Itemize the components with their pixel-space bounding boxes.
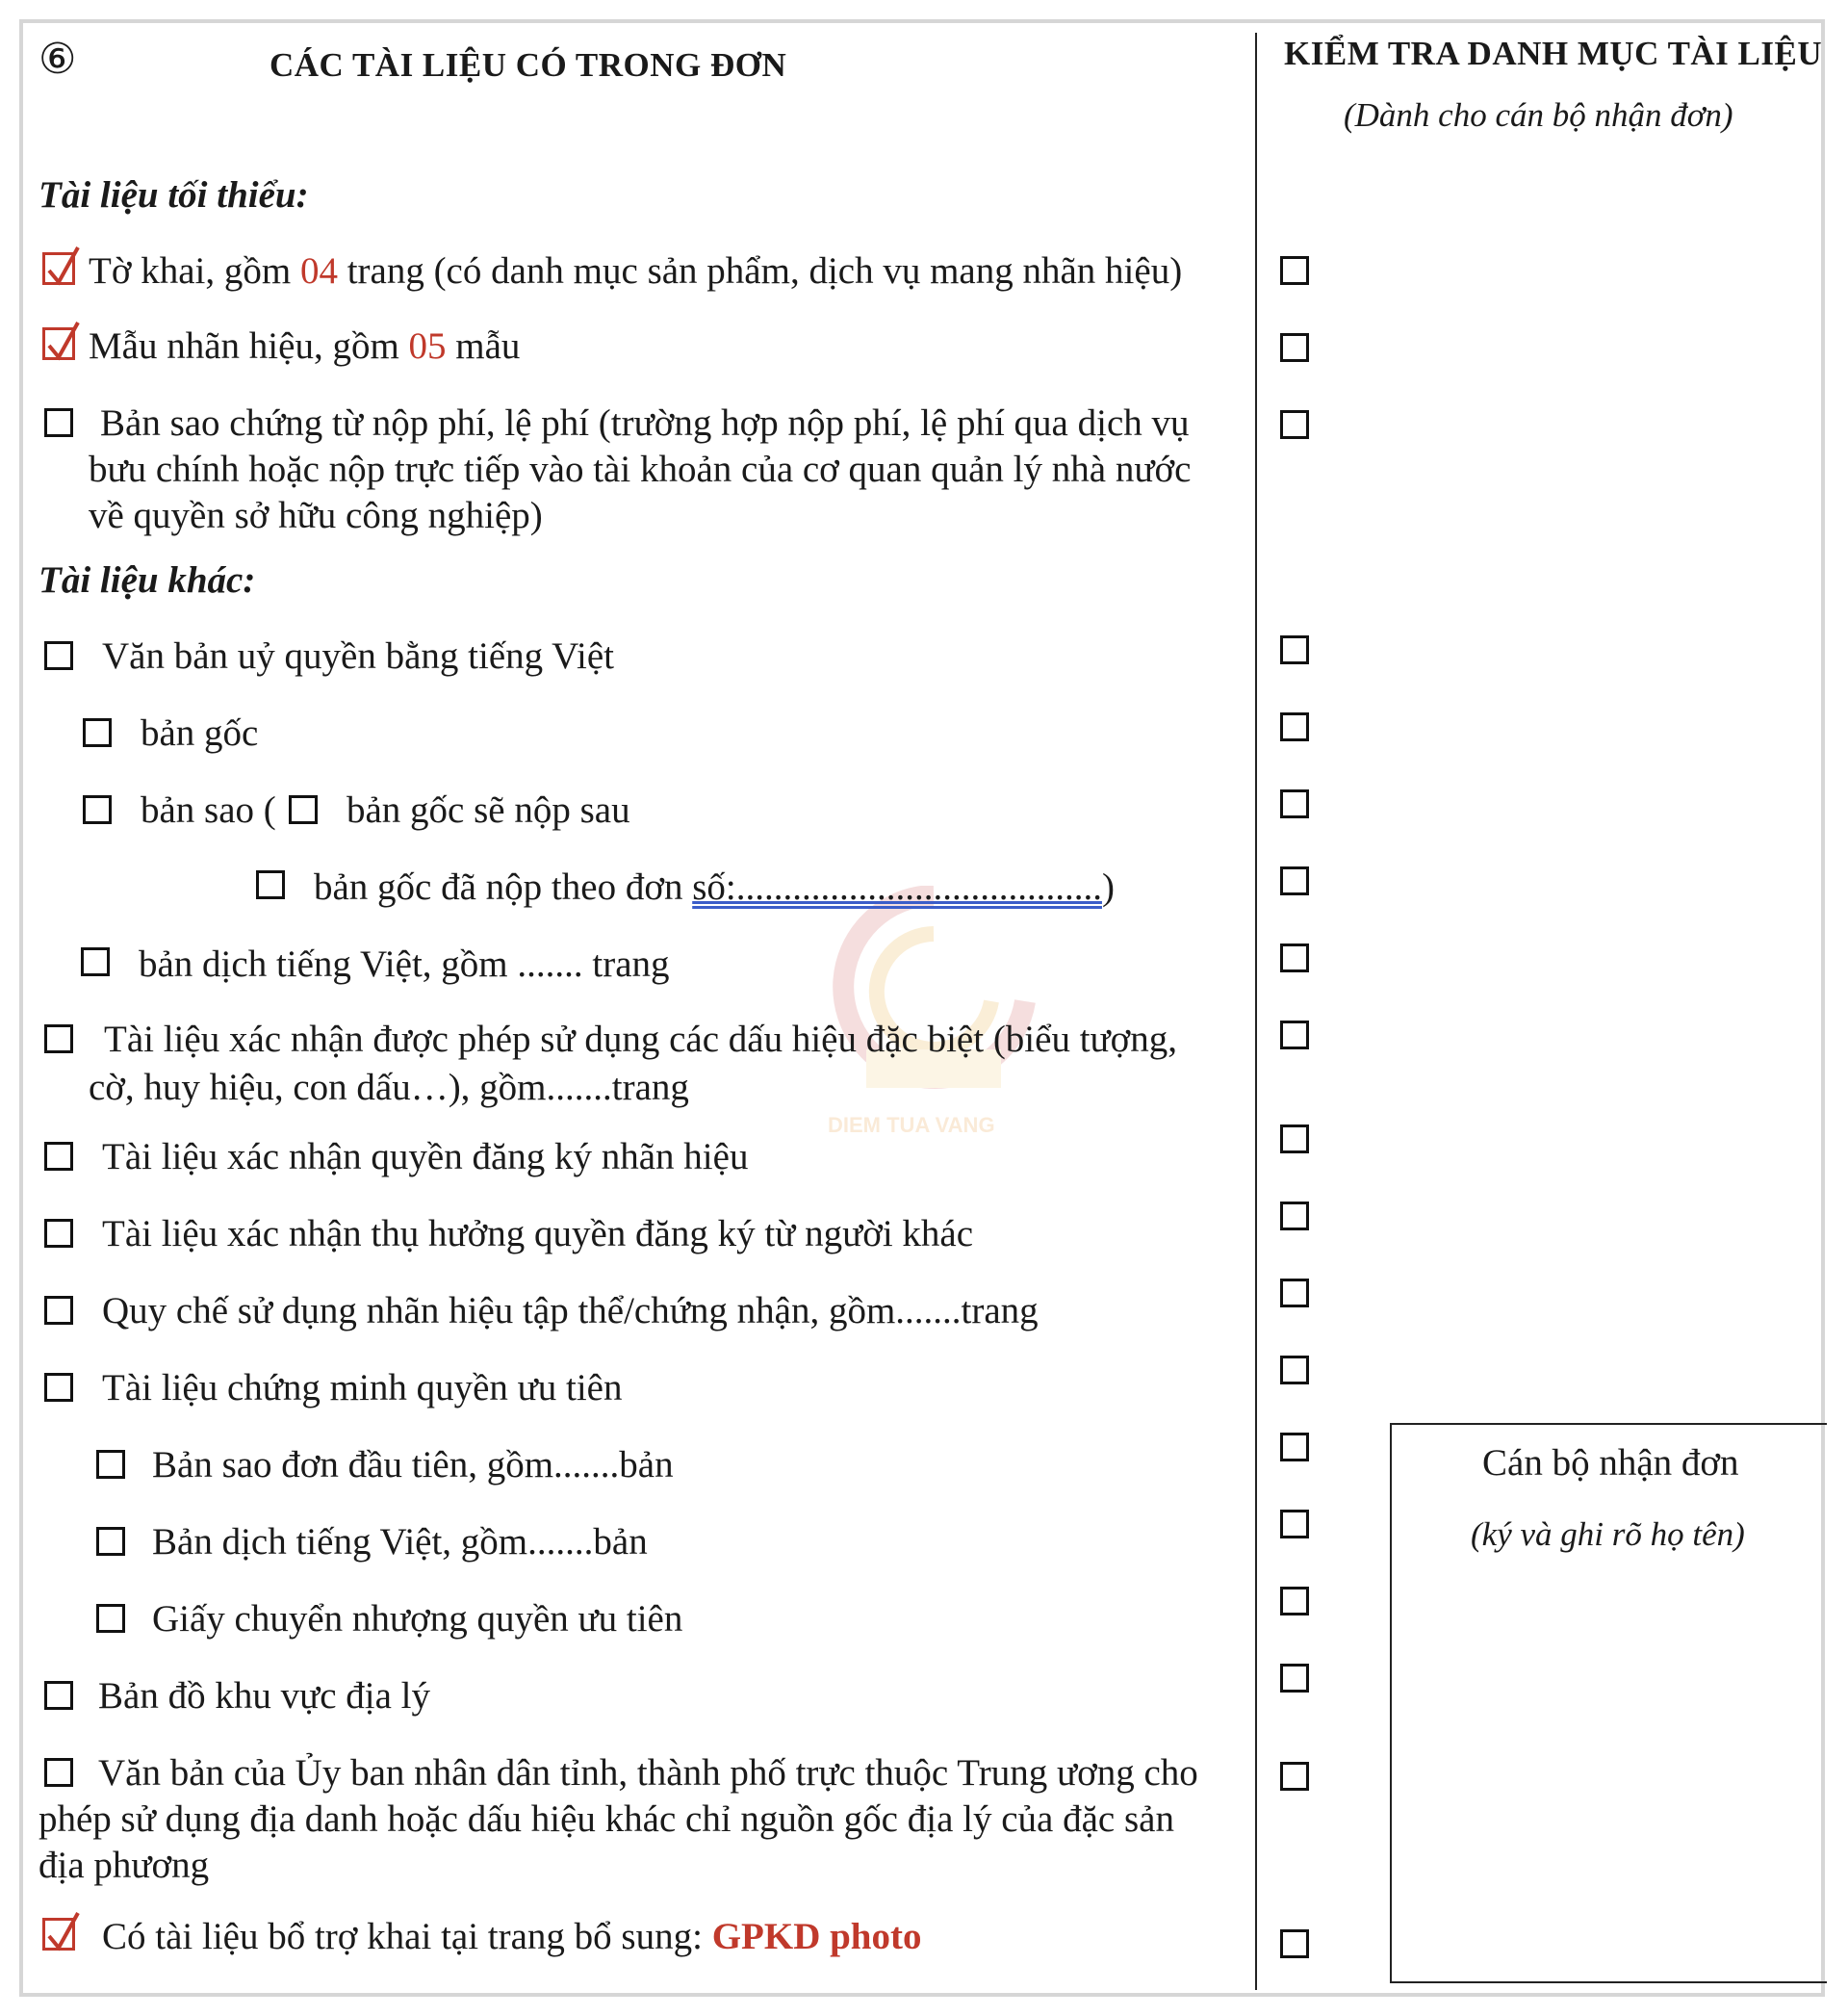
ban-sao-checkbox[interactable]	[83, 795, 112, 824]
signature-box[interactable]	[1390, 1423, 1827, 1983]
dau-hieu-dac-biet-line1: Tài liệu xác nhận được phép sử dụng các dấu hiệu đặc biệt (biểu tượng,	[104, 1019, 1178, 1060]
check-box-quy-che[interactable]	[1280, 1279, 1309, 1307]
signature-note: (ký và ghi rõ họ tên)	[1471, 1515, 1745, 1553]
check-box-ban-do[interactable]	[1280, 1664, 1309, 1693]
ban-goc-item: bản gốc	[141, 712, 259, 754]
bo-tro-value: GPKD photo	[711, 1916, 922, 1957]
ban-goc-checkbox[interactable]	[83, 718, 112, 747]
ban-sao-don-dau-item: Bản sao đơn đầu tiên, gồm.......bản	[152, 1444, 674, 1486]
check-box-ban-goc[interactable]	[1280, 712, 1309, 741]
quy-che-checkbox[interactable]	[44, 1296, 73, 1325]
check-box-chung-tu[interactable]	[1280, 410, 1309, 439]
to-khai-item: Tờ khai, gồm 04 trang (có danh mục sản phẩm, dịch vụ mang nhãn hiệu)	[89, 250, 1183, 292]
left-column-title: CÁC TÀI LIỆU CÓ TRONG ĐƠN	[270, 46, 787, 84]
ubnd-line1: Văn bản của Ủy ban nhân dân tỉnh, thành phố trực thuộc Trung ương cho	[98, 1752, 1198, 1794]
ban-dich-uu-tien-item: Bản dịch tiếng Việt, gồm.......bản	[152, 1521, 648, 1563]
check-box-bo-tro[interactable]	[1280, 1929, 1309, 1958]
check-box-ban-dich[interactable]	[1280, 943, 1309, 972]
uy-quyen-item: Văn bản uỷ quyền bằng tiếng Việt	[102, 635, 614, 677]
check-box-uy-quyen[interactable]	[1280, 635, 1309, 664]
check-box-ubnd[interactable]	[1280, 1762, 1309, 1791]
dau-hieu-dac-biet-line2: cờ, huy hiệu, con dấu…), gồm.......trang	[89, 1067, 689, 1108]
section-number: ⑥	[38, 36, 77, 83]
ban-goc-nop-sau-item: bản gốc sẽ nộp sau	[346, 789, 630, 831]
ban-sao-chung-tu-line2: bưu chính hoặc nộp trực tiếp vào tài khoản của cơ quan quản lý nhà nước	[89, 449, 1192, 490]
thu-huong-item: Tài liệu xác nhận thụ hưởng quyền đăng ký từ người khác	[102, 1213, 974, 1254]
ban-sao-chung-tu-checkbox[interactable]	[44, 408, 73, 437]
check-box-chuyen-nhuong[interactable]	[1280, 1587, 1309, 1615]
bo-tro-item: Có tài liệu bổ trợ khai tại trang bổ sung: GPKD photo	[102, 1916, 922, 1957]
mau-nhan-hieu-item: Mẫu nhãn hiệu, gồm 05 mẫu	[89, 325, 521, 367]
checkmark-icon	[43, 1909, 82, 1953]
watermark-text: DIEM TUA VANG	[828, 1113, 995, 1137]
checkmark-icon	[43, 319, 82, 363]
ban-dich-uu-tien-checkbox[interactable]	[96, 1527, 125, 1556]
quyen-dang-ky-item: Tài liệu xác nhận quyền đăng ký nhãn hiệu	[102, 1136, 749, 1177]
check-box-ban-sao[interactable]	[1280, 789, 1309, 818]
ban-goc-nop-sau-checkbox[interactable]	[289, 795, 318, 824]
checkmark-icon	[43, 244, 82, 288]
check-box-thu-huong[interactable]	[1280, 1202, 1309, 1230]
bo-tro-checkbox[interactable]	[42, 1918, 75, 1951]
don-so-field[interactable]: số:.......................................	[692, 866, 1102, 908]
check-box-quyen-dang-ky[interactable]	[1280, 1124, 1309, 1153]
signature-title: Cán bộ nhận đơn	[1482, 1442, 1739, 1484]
ubnd-checkbox[interactable]	[44, 1758, 73, 1787]
check-box-ban-sao-don-dau[interactable]	[1280, 1433, 1309, 1461]
ban-sao-chung-tu-line1: Bản sao chứng từ nộp phí, lệ phí (trường hợp nộp phí, lệ phí qua dịch vụ	[100, 402, 1190, 444]
check-box-uu-tien[interactable]	[1280, 1356, 1309, 1384]
chuyen-nhuong-checkbox[interactable]	[96, 1604, 125, 1633]
chuyen-nhuong-item: Giấy chuyển nhượng quyền ưu tiên	[152, 1598, 683, 1640]
dau-hieu-dac-biet-checkbox[interactable]	[44, 1024, 73, 1053]
ubnd-line2: phép sử dụng địa danh hoặc dấu hiệu khác chỉ nguồn gốc địa lý của đặc sản	[38, 1798, 1174, 1840]
check-box-to-khai[interactable]	[1280, 256, 1309, 285]
watermark-logo	[828, 886, 1040, 1136]
ban-sao-item: bản sao (	[141, 789, 276, 831]
ban-dich-checkbox[interactable]	[81, 947, 110, 976]
quy-che-item: Quy chế sử dụng nhãn hiệu tập thể/chứng nhận, gồm.......trang	[102, 1290, 1039, 1331]
ubnd-line3: địa phương	[38, 1845, 210, 1886]
ban-do-checkbox[interactable]	[44, 1681, 73, 1710]
column-divider	[1255, 33, 1257, 1990]
ban-sao-chung-tu-line3: về quyền sở hữu công nghiệp)	[89, 495, 543, 536]
other-docs-heading: Tài liệu khác:	[38, 559, 256, 601]
ban-goc-da-nop-item: bản gốc đã nộp theo đơn số:.......................................)	[314, 866, 1115, 908]
ban-do-item: Bản đồ khu vực địa lý	[98, 1675, 431, 1717]
check-box-dau-hieu[interactable]	[1280, 1021, 1309, 1049]
mau-nhan-hieu-checkbox[interactable]	[42, 327, 75, 360]
quyen-dang-ky-checkbox[interactable]	[44, 1142, 73, 1171]
uy-quyen-checkbox[interactable]	[44, 641, 73, 670]
ban-sao-don-dau-checkbox[interactable]	[96, 1450, 125, 1479]
ban-goc-da-nop-checkbox[interactable]	[256, 870, 285, 899]
ban-dich-item: bản dịch tiếng Việt, gồm ....... trang	[139, 943, 670, 985]
check-box-mau[interactable]	[1280, 333, 1309, 362]
minimum-docs-heading: Tài liệu tối thiểu:	[38, 174, 309, 216]
check-box-ban-goc-da-nop[interactable]	[1280, 866, 1309, 895]
right-column-title: KIỂM TRA DANH MỤC TÀI LIỆU	[1284, 35, 1823, 72]
to-khai-checkbox[interactable]	[42, 252, 75, 285]
thu-huong-checkbox[interactable]	[44, 1219, 73, 1248]
right-column-subtitle: (Dành cho cán bộ nhận đơn)	[1344, 96, 1733, 134]
uu-tien-item: Tài liệu chứng minh quyền ưu tiên	[102, 1367, 623, 1409]
uu-tien-checkbox[interactable]	[44, 1373, 73, 1402]
check-box-ban-dich-uu-tien[interactable]	[1280, 1510, 1309, 1538]
